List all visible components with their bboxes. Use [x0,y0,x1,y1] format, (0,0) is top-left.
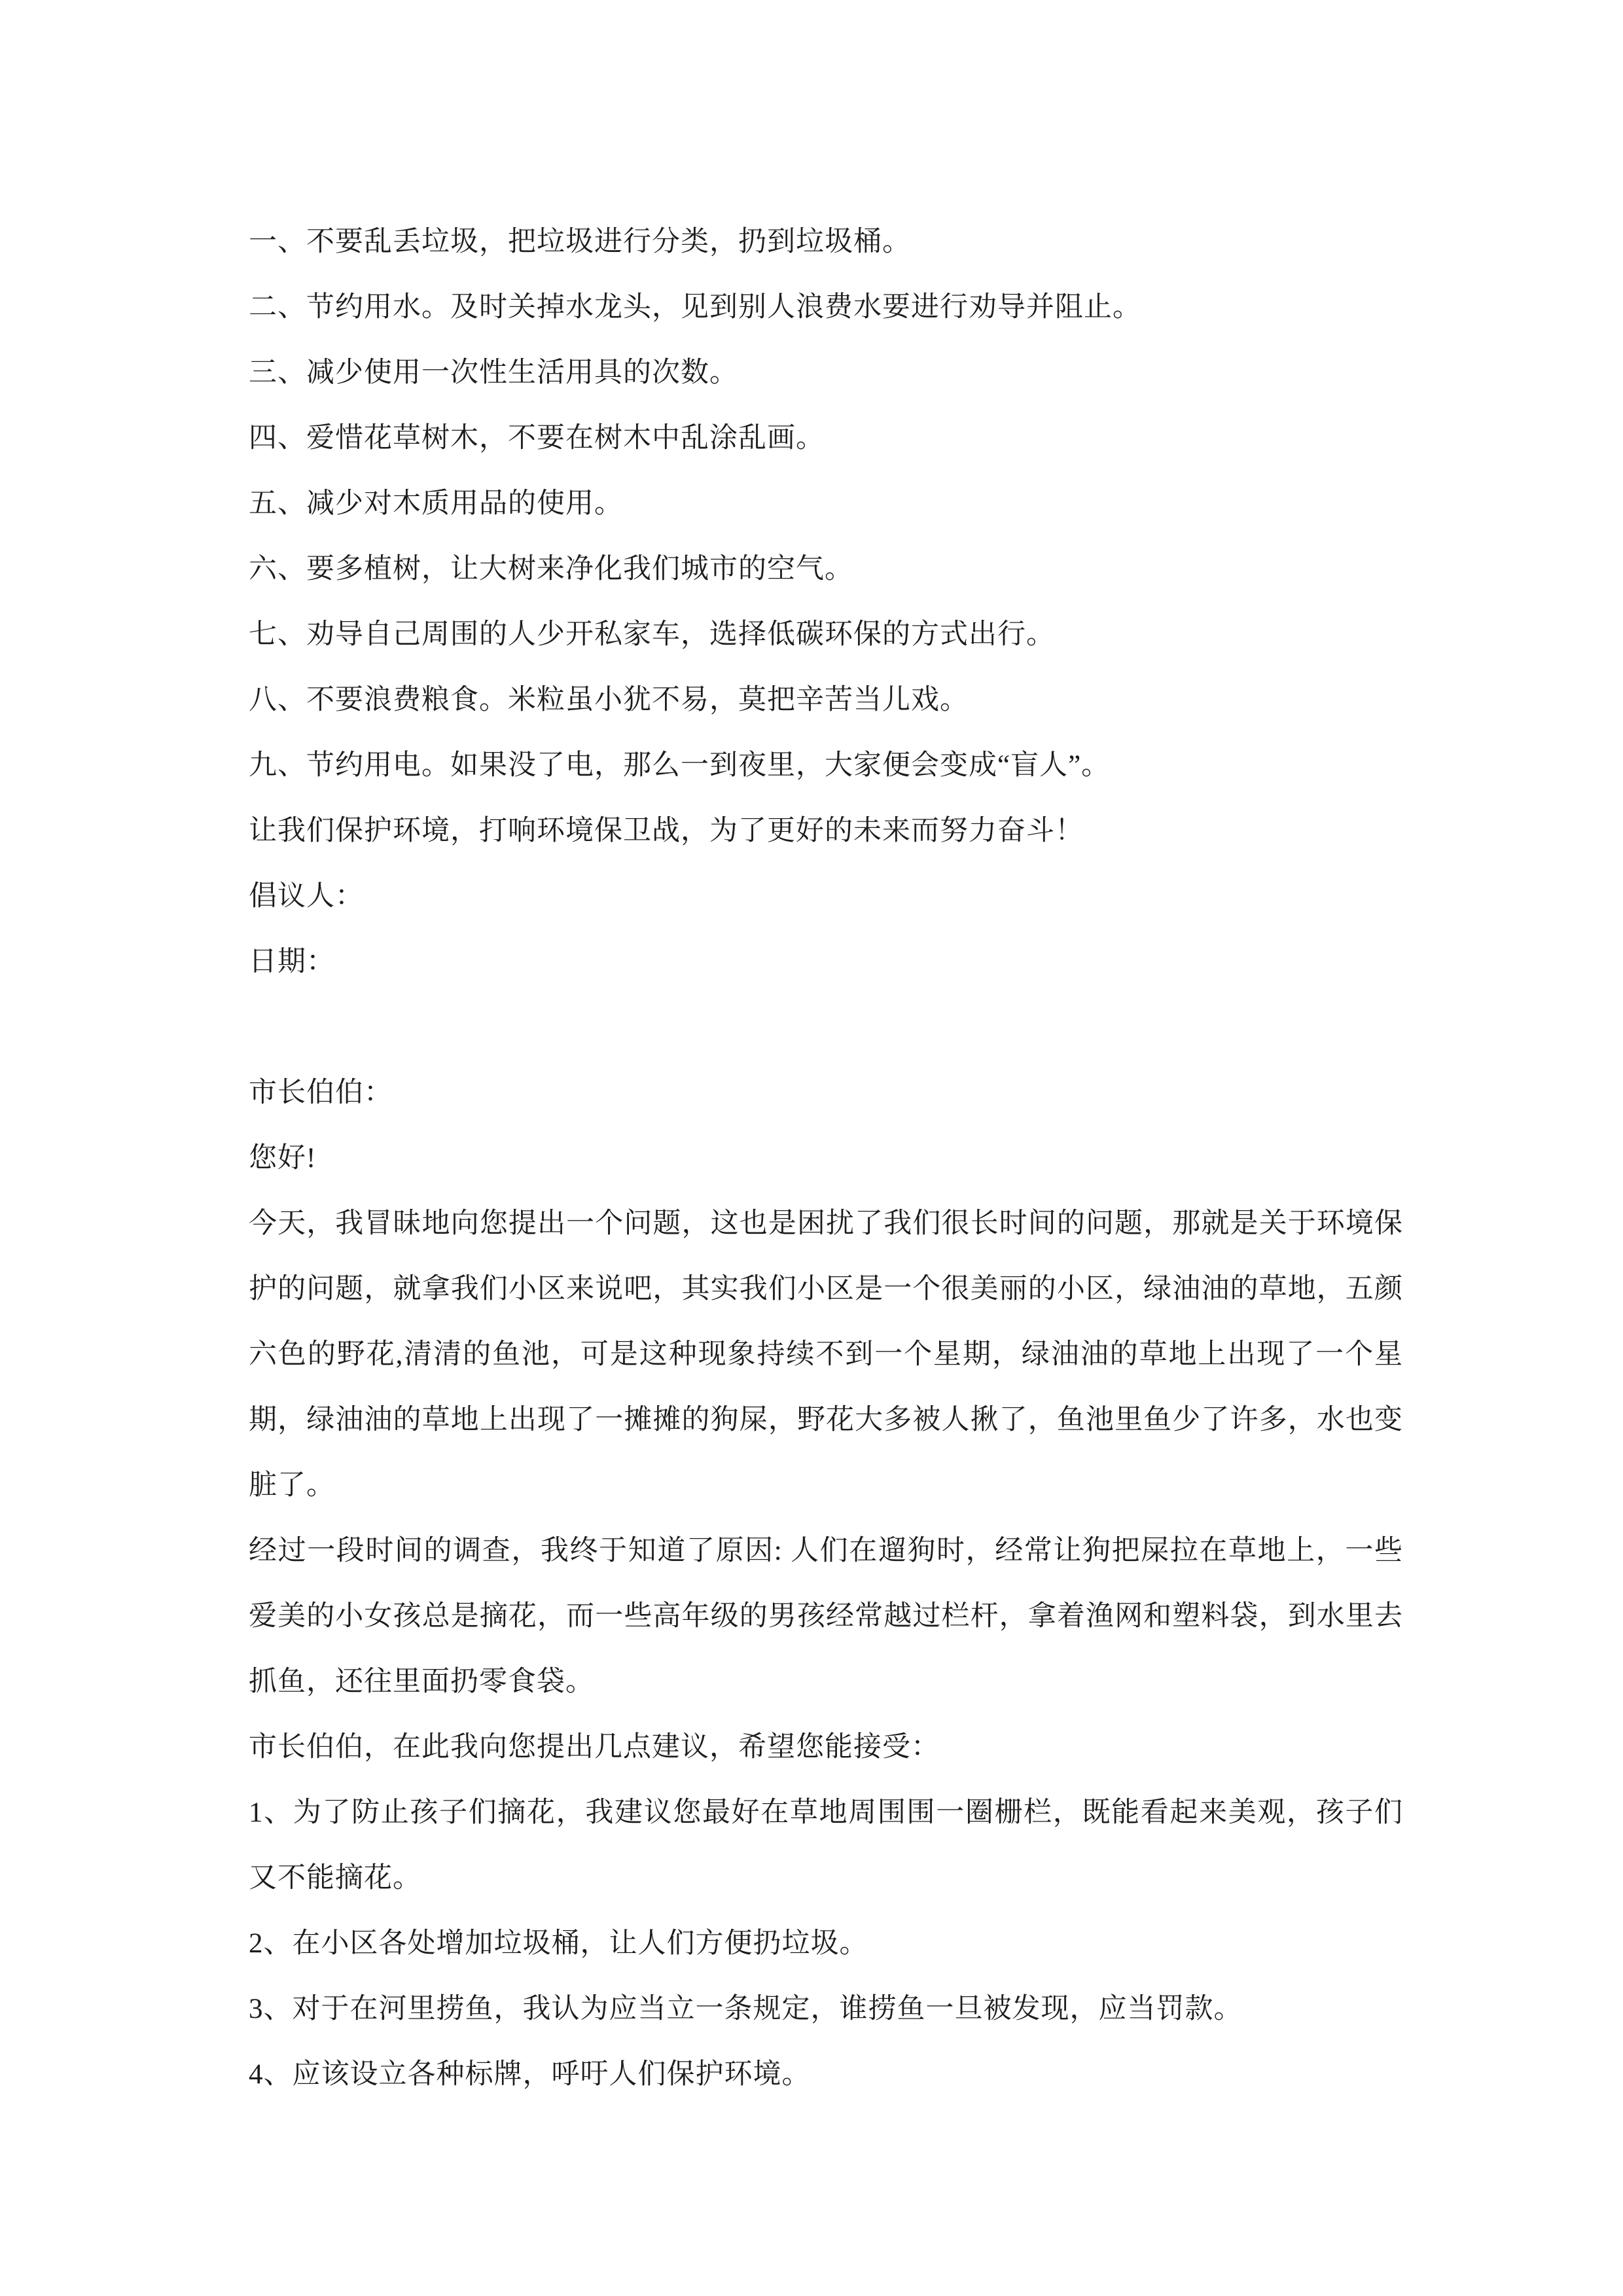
paragraph: 您好! [249,1143,317,1174]
paragraph: 让我们保护环境，打响环境保卫战，为了更好的未来而努力奋斗！ [249,816,1084,846]
paragraph: 一、不要乱丢垃圾，把垃圾进行分类，扔到垃圾桶。 [249,226,911,257]
paragraph: 九、节约用电。如果没了电，那么一到夜里，大家便会变成“盲人”。 [249,750,1111,781]
blank-line [249,995,1403,1060]
paragraph: 日期： [249,946,335,977]
paragraph: 二、节约用水。及时关掉水龙头，见到别人浪费水要进行劝导并阻止。 [249,292,1141,323]
paragraph: 倡议人： [249,881,364,912]
paragraph: 六、要多植树，让大树来净化我们城市的空气。 [249,554,853,584]
paragraph: 2、在小区各处增加垃圾桶，让人们方便扔垃圾。 [249,1928,868,1959]
paragraph: 经过一段时间的调查，我终于知道了原因: 人们在遛狗时，经常让狗把屎拉在草地上，一些爱美的小女孩总是摘花，而一些高年级的男孩经常越过栏杆，拿着渔网和塑料袋，到水里去抓鱼，还往里面扔零食袋。 [249,1535,1403,1697]
paragraph: 4、应该设立各种标牌，呼吁人们保护环境。 [249,2059,811,2090]
paragraph: 三、减少使用一次性生活用具的次数。 [249,357,738,388]
paragraph: 市长伯伯： [249,1077,393,1108]
paragraph: 今天，我冒昧地向您提出一个问题，这也是困扰了我们很长时间的问题，那就是关于环境保护的问题，就拿我们小区来说吧，其实我们小区是一个很美丽的小区，绿油油的草地，五颜六色的野花,清清的鱼池，可是这种现象持续不到一个星期，绿油油的草地上出现了一个星期，绿油油的草地上出现了一摊摊的狗屎，野花大多被人揪了，鱼池里鱼少了许多，水也变脏了。 [249,1208,1403,1501]
document-body [249,209,1403,2108]
paragraph: 1、为了防止孩子们摘花，我建议您最好在草地周围围一圈栅栏，既能看起来美观，孩子们又不能摘花。 [249,1797,1403,1893]
paragraph: 八、不要浪费粮食。米粒虽小犹不易，莫把辛苦当儿戏。 [249,685,969,715]
paragraph: 五、减少对木质用品的使用。 [249,488,623,519]
paragraph: 市长伯伯，在此我向您提出几点建议，希望您能接受： [249,1732,940,1763]
paragraph: 四、爱惜花草树木，不要在树木中乱涂乱画。 [249,423,825,454]
paragraph: 3、对于在河里捞鱼，我认为应当立一条规定，谁捞鱼一旦被发现，应当罚款。 [249,1994,1243,2024]
paragraph: 七、劝导自己周围的人少开私家车，选择低碳环保的方式出行。 [249,619,1055,650]
